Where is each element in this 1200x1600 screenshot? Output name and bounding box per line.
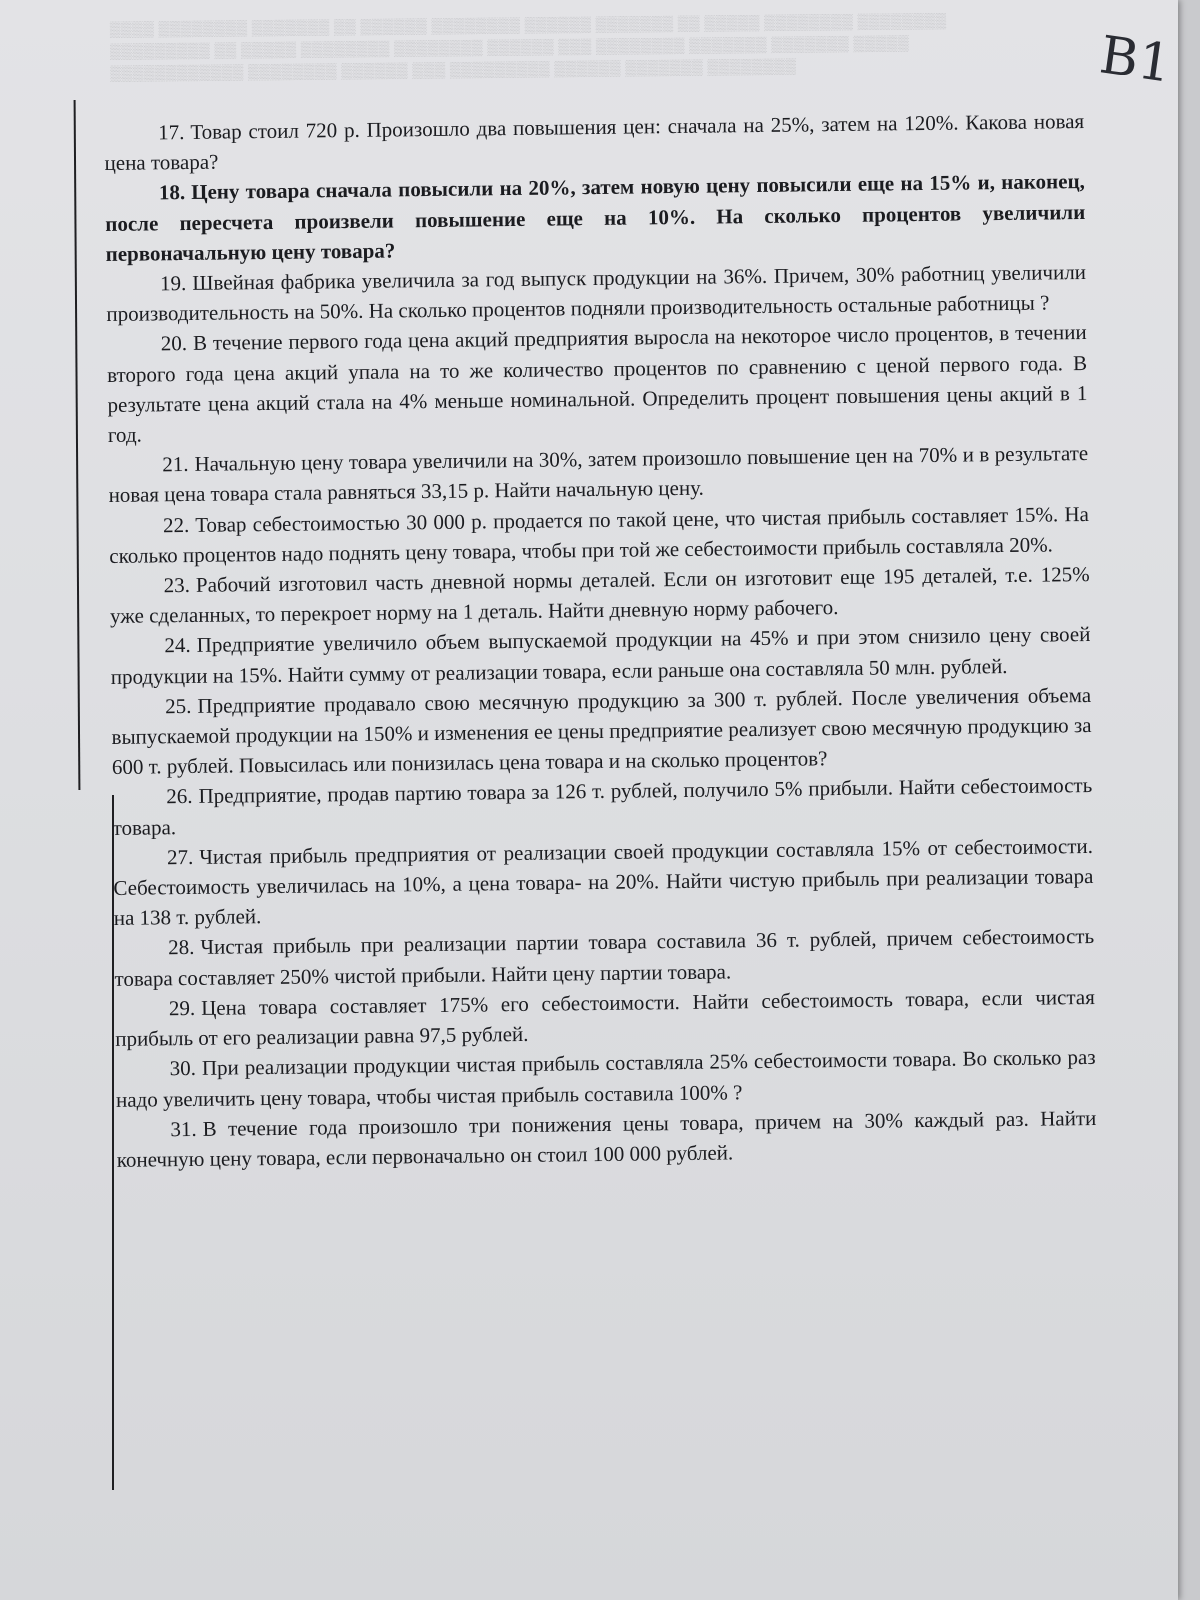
problem-19: 19. Швейная фабрика увеличила за год выпуск продукции на 36%. Причем, 30% работниц увеличили производительность на 50%. На сколько процентов подняли производительность остальные работницы ? <box>106 260 1087 327</box>
problem-29: 29. Цена товара составляет 175% его себестоимости. Найти себестоимость товара, если чистая прибыль от его реализации равна 97,5 рублей. <box>115 984 1095 1052</box>
problem-17: 17. Товар стоил 720 р. Произошло два повышения цен: сначала на 25%, затем на 120%. Какова новая цена товара? <box>104 109 1085 176</box>
problem-20: 20. В течение первого года цена акций предприятия выросла на некоторое число процентов, в течении второго года цена акций упала на то же количество процентов по сравнению с ценой первого года. В результате цена акций стала на 4% меньше номинальной. Определить процент повышения цены акций в 1 год. <box>106 320 1088 448</box>
handwritten-variant-mark: В1 <box>1096 25 1176 95</box>
problem-22: 22. Товар себестоимостью 30 000 р. продается по такой цене, что чистая прибыль составляет 15%. На сколько процентов надо поднять цену товара, чтобы при той же себестоимости прибыль составляла 20%. <box>109 501 1090 568</box>
problem-27: 27. Чистая прибыль предприятия от реализации своей продукции составляла 15% от себестоимости. Себестоимость увеличилась на 10%, а цена товара- на 20%. Найти чистую прибыль при реализации товара на 138 т. рублей. <box>113 833 1094 931</box>
problem-28: 28. Чистая прибыль при реализации партии товара составила 36 т. рублей, причем себестоимость товара составляет 250% чистой прибыли. Найти цену партии товара. <box>114 924 1095 991</box>
margin-line-upper <box>74 100 81 790</box>
problem-24: 24. Предприятие увеличило объем выпускаемой продукции на 45% и при этом снизило цену своей продукции на 15%. Найти сумму от реализации товара, если раньше она составляла 50 млн. рублей. <box>110 622 1091 689</box>
problem-23: 23. Рабочий изготовил часть дневной нормы деталей. Если он изготовит еще 195 деталей, т.е. 125% уже сделанных, то перекроет норму на 1 деталь. Найти дневную норму рабочего. <box>109 562 1090 629</box>
problem-31: 31. В течение года произошло три понижения цены товара, причем на 30% каждый раз. Найти конечную цену товара, если первоначально он стоил 100 000 рублей. <box>116 1105 1097 1172</box>
problem-18: 18. Цену товара сначала повысили на 20%, затем новую цену повысили еще на 15% и, наконец, после пересчета произвели повышение еще на 10%. На сколько процентов увеличили первоначальную цену товара? <box>105 169 1086 266</box>
problem-30: 30. При реализации продукции чистая прибыль составляла 25% себестоимости товара. Во сколько раз надо увеличить цену товара, чтобы чистая прибыль составила 100% ? <box>115 1045 1096 1112</box>
problem-list <box>104 106 1097 1175</box>
problem-26: 26. Предприятие, продав партию товара за 126 т. рублей, получило 5% прибыли. Найти себестоимость товара. <box>112 773 1093 840</box>
problem-21: 21. Начальную цену товара увеличили на 30%, затем произошло повышение цен на 70% и в результате новая цена товара стала равняться 33,15 р. Найти начальную цену. <box>108 441 1089 508</box>
problem-25: 25. Предприятие продавало свою месячную продукцию за 300 т. рублей. После увеличения объема выпускаемой продукции на 150% и изменения ее цены предприятие реализует свою месячную продукцию за 600 т. рублей. Повысилась или понизилась цена товара и на сколько процентов? <box>111 682 1092 780</box>
show-through-text: ▒▒▒▒ ▒▒▒▒▒▒▒▒ ▒▒▒▒▒▒▒ ▒▒ ▒▒▒▒▒▒ ▒▒▒▒▒▒▒▒ ▒▒▒▒▒▒ ▒▒▒▒▒▒▒ ▒▒ ▒▒▒▒▒ ▒▒▒▒▒▒▒▒ ▒▒▒▒▒▒▒▒ ▒▒▒▒▒▒▒▒▒ ▒▒ ▒▒▒▒▒ ▒▒▒▒▒▒▒▒ ▒▒▒▒▒▒▒▒ ▒▒▒▒▒▒ ▒▒▒ ▒▒▒▒▒▒▒▒ ▒▒▒▒▒▒▒ ▒▒▒▒▒▒▒ ▒▒▒▒▒ ▒▒▒▒▒▒▒▒▒▒▒▒ ▒▒▒▒▒▒▒▒ ▒▒▒▒▒▒ ▒▒▒ ▒▒▒▒▒▒▒▒▒ ▒▒▒▒▒▒ ▒▒▒▒▒▒▒ ▒▒▒▒▒▒▒▒ <box>109 13 947 83</box>
